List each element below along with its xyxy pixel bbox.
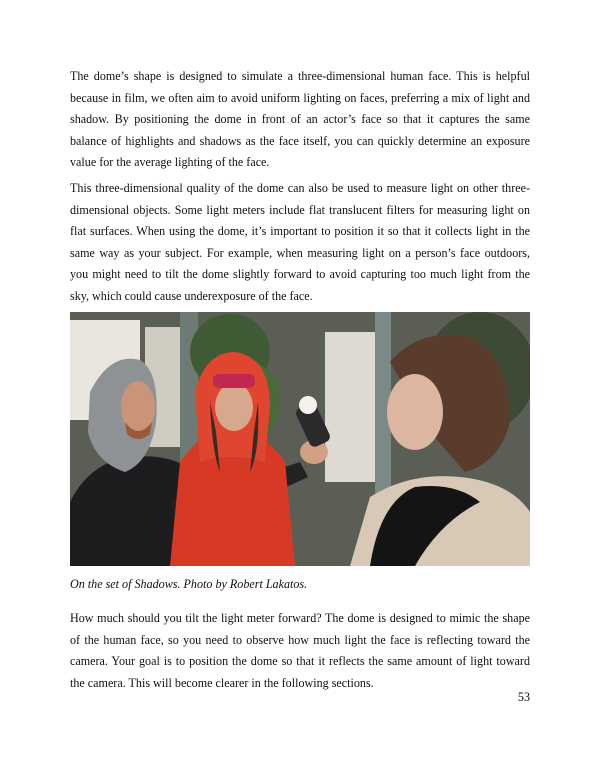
light-meter-dome <box>299 396 317 414</box>
set-photo <box>70 312 530 566</box>
woman-red-face <box>215 383 253 431</box>
paragraph-dome-shape: The dome’s shape is designed to simulate a three-dimensional human face. This is helpful because in film, we often aim to avoid uniform lighting on faces, preferring a mix of light and shadow. By positioning the dome in front of an actor’s face so that it captures the same balance of highlights and shadows as the face itself, you can quickly determine an exposure value for the average lighting of the face. <box>70 69 530 170</box>
background-sheet <box>325 332 380 482</box>
page-number: 53 <box>517 690 530 704</box>
paragraph-three-dimensional: This three-dimensional quality of the dome can also be used to measure light on other three-dimensional objects. Some light meters include flat translucent filters for measuring light on flat surfaces. When using the dome, it’s important to position it so that it collects light in the same way as your subject. For example, when measuring light on a person’s face outdoors, you might need to tilt the dome slightly forward to avoid capturing too much light from the sky, which could cause underexposure of the face. <box>70 181 530 303</box>
woman-right-face <box>387 374 443 450</box>
photo-caption: On the set of Shadows. Photo by Robert Lakatos. <box>70 577 308 591</box>
paragraph-tilt-meter: How much should you tilt the light meter forward? The dome is designed to mimic the shape of the human face, so you need to observe how much light the face is reflecting toward the camera. Your goal is to position the dome so that it reflects the same amount of light toward the camera. This will become clearer in the following sections. <box>70 611 530 690</box>
